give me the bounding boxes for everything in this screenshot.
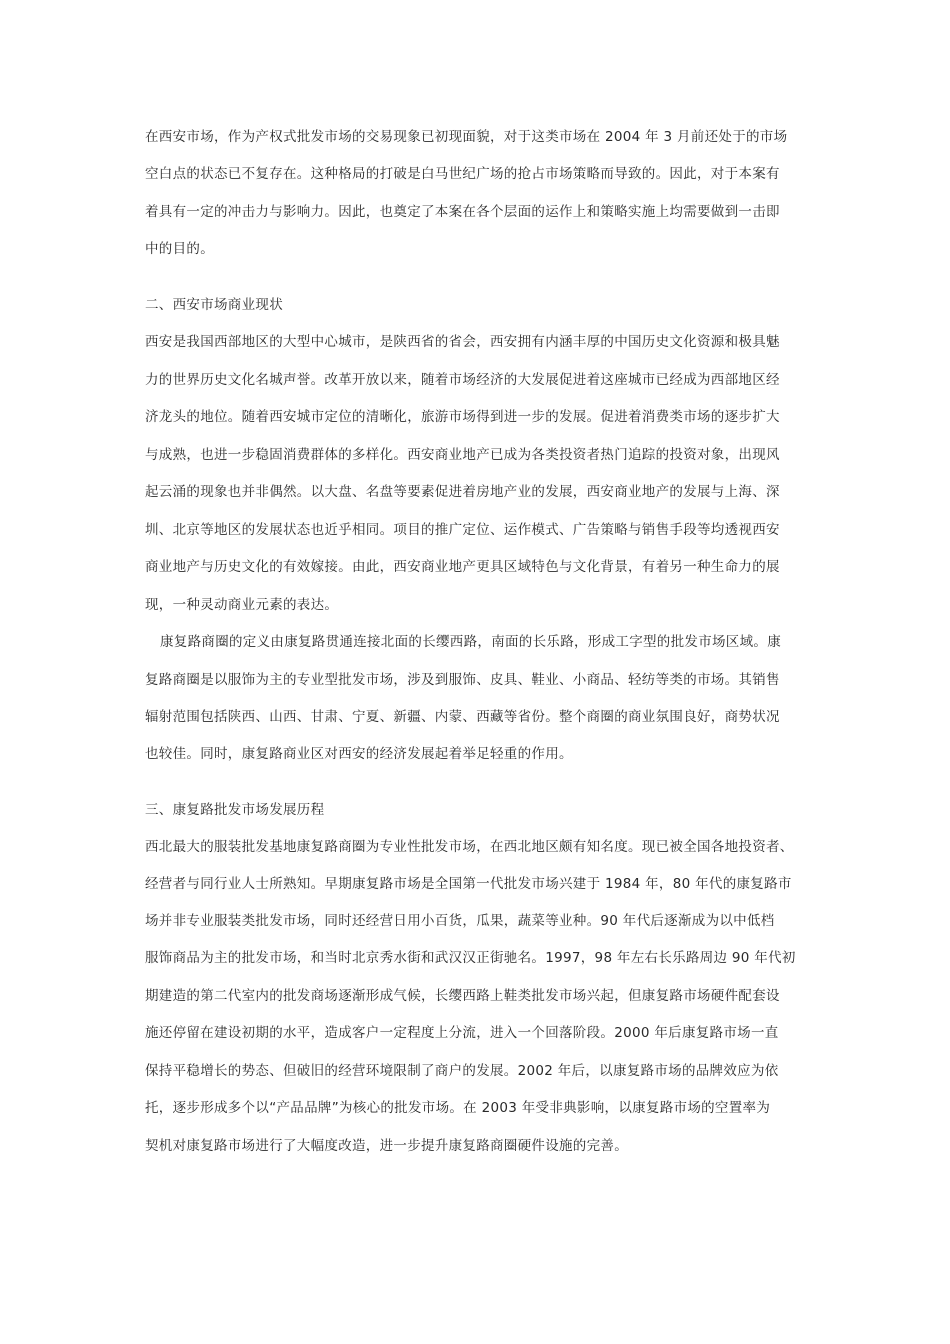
paragraph-line: 契机对康复路市场进行了大幅度改造，进一步提升康复路商圈硬件设施的完善。 (145, 1138, 628, 1154)
paragraph-line: 托，逐步形成多个以“产品品牌”为核心的批发市场。在 2003 年受非典影响，以康复路市场的空置率为 (145, 1100, 771, 1116)
paragraph-line: 济龙头的地位。随着西安城市定位的清晰化，旅游市场得到进一步的发展。促进着消费类市场的逐步扩大 (145, 409, 780, 425)
paragraph-line: 西安是我国西部地区的大型中心城市，是陕西省的省会，西安拥有内涵丰厚的中国历史文化资源和极具魅 (145, 334, 780, 350)
paragraph-line: 也较佳。同时，康复路商业区对西安的经济发展起着举足轻重的作用。 (145, 746, 573, 762)
paragraph-line: 西北最大的服装批发基地康复路商圈为专业性批发市场，在西北地区颇有知名度。现已被全国各地投资者、 (145, 839, 794, 855)
paragraph-line: 期建造的第二代室内的批发商场逐渐形成气候，长缨西路上鞋类批发市场兴起，但康复路市场硬件配套设 (145, 988, 780, 1004)
paragraph-line: 康复路商圈的定义由康复路贯通连接北面的长缨西路，南面的长乐路，形成工字型的批发市场区域。康 (160, 634, 781, 650)
paragraph-line: 商业地产与历史文化的有效嫁接。由此，西安商业地产更具区域特色与文化背景，有着另一种生命力的展 (145, 559, 780, 575)
paragraph-line: 场并非专业服装类批发市场，同时还经营日用小百货，瓜果，蔬菜等业种。90 年代后逐渐成为以中低档 (145, 913, 775, 929)
paragraph-line: 经营者与同行业人士所熟知。早期康复路市场是全国第一代批发市场兴建于 1984 年，80 年代的康复路市 (145, 876, 792, 892)
section-heading: 三、康复路批发市场发展历程 (145, 802, 325, 818)
paragraph-line: 服饰商品为主的批发市场，和当时北京秀水街和武汉汉正街驰名。1997，98 年左右长乐路周边 90 年代初 (145, 950, 796, 966)
paragraph-line: 复路商圈是以服饰为主的专业型批发市场，涉及到服饰、皮具、鞋业、小商品、轻纺等类的市场。其销售 (145, 672, 780, 688)
intro-line: 在西安市场，作为产权式批发市场的交易现象已初现面貌，对于这类市场在 2004 年 3 月前还处于的市场 (145, 129, 788, 145)
paragraph-line: 辐射范围包括陕西、山西、甘肃、宁夏、新疆、内蒙、西藏等省份。整个商圈的商业氛围良好，商势状况 (145, 709, 780, 725)
paragraph-line: 起云涌的现象也并非偶然。以大盘、名盘等要素促进着房地产业的发展，西安商业地产的发展与上海、深 (145, 484, 780, 500)
paragraph-line: 现，一种灵动商业元素的表达。 (145, 597, 339, 613)
paragraph-line: 力的世界历史文化名城声誉。改革开放以来，随着市场经济的大发展促进着这座城市已经成为西部地区经 (145, 372, 780, 388)
paragraph-line: 施还停留在建设初期的水平，造成客户一定程度上分流，进入一个回落阶段。2000 年后康复路市场一直 (145, 1025, 779, 1041)
paragraph-line: 保持平稳增长的势态、但破旧的经营环境限制了商户的发展。2002 年后，以康复路市场的品牌效应为依 (145, 1063, 779, 1079)
intro-line: 空白点的状态已不复存在。这种格局的打破是白马世纪广场的抢占市场策略而导致的。因此，对于本案有 (145, 166, 780, 182)
intro-line: 中的目的。 (145, 241, 214, 257)
intro-line: 着具有一定的冲击力与影响力。因此，也奠定了本案在各个层面的运作上和策略实施上均需要做到一击即 (145, 204, 780, 220)
paragraph-line: 圳、北京等地区的发展状态也近乎相同。项目的推广定位、运作模式、广告策略与销售手段等均透视西安 (145, 522, 780, 538)
paragraph-line: 与成熟，也进一步稳固消费群体的多样化。西安商业地产已成为各类投资者热门追踪的投资对象，出现风 (145, 447, 780, 463)
section-heading: 二、西安市场商业现状 (145, 297, 283, 313)
